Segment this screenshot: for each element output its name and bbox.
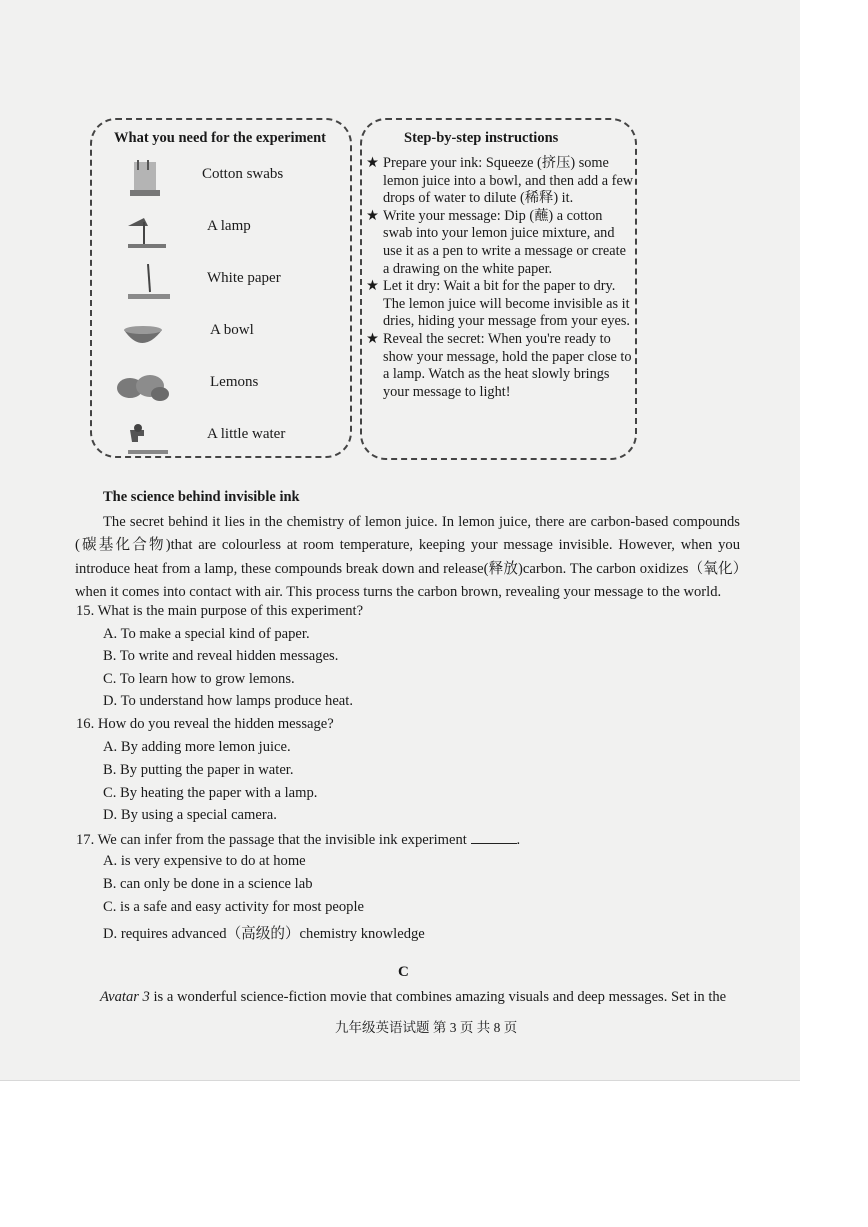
instruction-step <box>366 331 634 401</box>
option: A. is very expensive to do at home <box>103 853 306 869</box>
material-item <box>92 208 350 258</box>
lamp-icon <box>114 212 170 250</box>
option: A. By adding more lemon juice. <box>103 739 291 755</box>
material-label: A little water <box>207 426 286 442</box>
option: D. To understand how lamps produce heat. <box>103 693 353 709</box>
answer-blank <box>471 831 517 844</box>
material-label: Cotton swabs <box>202 166 284 182</box>
material-item <box>92 156 350 206</box>
material-label: White paper <box>207 270 281 286</box>
materials-box <box>90 118 352 458</box>
star-icon: ★ <box>366 278 379 295</box>
white-paper-icon <box>114 264 170 302</box>
section-c-text: is a wonderful science-fiction movie that combines amazing visuals and deep messages. Set in the <box>149 989 727 1005</box>
question-15: 15. What is the main purpose of this experiment? <box>76 603 364 619</box>
option: D. By using a special camera. <box>103 807 277 823</box>
page-edge <box>0 1080 800 1081</box>
material-item <box>92 312 350 362</box>
question-16: 16. How do you reveal the hidden message? <box>76 716 334 732</box>
instructions-title: Step-by-step instructions <box>404 130 559 146</box>
question-17-end: . <box>516 832 521 848</box>
material-label: A bowl <box>210 322 254 338</box>
material-item <box>92 260 350 310</box>
material-label: Lemons <box>210 374 259 390</box>
instruction-step <box>366 155 634 208</box>
page-footer: 九年级英语试题 第 3 页 共 8 页 <box>335 1020 518 1035</box>
option: C. To learn how to grow lemons. <box>103 671 295 687</box>
material-item <box>92 364 350 414</box>
movie-title: Avatar 3 <box>100 989 150 1005</box>
instruction-steps <box>366 155 634 401</box>
option: B. To write and reveal hidden messages. <box>103 648 339 664</box>
material-item <box>92 416 350 466</box>
step-text: Reveal the secret: When you're ready to show your message, hold the paper close to a lamp. Watch as the heat slowly brings your message to light! <box>383 330 632 400</box>
option: C. By heating the paper with a lamp. <box>103 785 318 801</box>
step-text: Prepare your ink: Squeeze (挤压) some lemon juice into a bowl, and then add a few drops of water to dilute (稀释) it. <box>383 155 634 207</box>
lemons-icon <box>114 368 170 406</box>
option: B. can only be done in a science lab <box>103 876 313 892</box>
star-icon: ★ <box>366 155 379 171</box>
question-17 <box>76 831 520 849</box>
bowl-icon <box>114 316 170 354</box>
star-icon: ★ <box>366 330 379 347</box>
science-paragraph: The secret behind it lies in the chemistry of lemon juice. In lemon juice, there are carbon-based compounds (碳基化合物)that are colourless at room temperature, keeping your message invisible. However, when you introduce heat from a lamp, these compounds break down and release(释放)carbon. The carbon oxidizes（氧化）when it comes into contact with air. This process turns the carbon brown, revealing your message to the world. <box>75 514 740 600</box>
science-title: The science behind invisible ink <box>103 489 300 505</box>
instruction-step <box>366 208 634 278</box>
option: D. requires advanced（高级的）chemistry knowledge <box>103 926 425 942</box>
material-label: A lamp <box>207 218 251 234</box>
question-17-stem: 17. We can infer from the passage that the invisible ink experiment <box>76 832 467 848</box>
star-icon: ★ <box>366 207 379 224</box>
water-faucet-icon <box>114 420 170 458</box>
option: B. By putting the paper in water. <box>103 762 294 778</box>
section-c-label: C <box>398 964 409 980</box>
materials-title: What you need for the experiment <box>114 130 326 146</box>
step-text: Write your message: Dip (蘸) a cotton swab into your lemon juice mixture, and use it as a pen to write a message or create a drawing on the white paper. <box>383 207 626 277</box>
section-c-paragraph <box>100 989 740 1006</box>
option: C. is a safe and easy activity for most people <box>103 899 364 915</box>
cotton-swabs-icon <box>114 160 170 198</box>
instruction-step <box>366 278 634 331</box>
option: A. To make a special kind of paper. <box>103 626 310 642</box>
step-text: Let it dry: Wait a bit for the paper to dry. The lemon juice will become invisible as it dries, hiding your message from your eyes. <box>383 278 630 330</box>
